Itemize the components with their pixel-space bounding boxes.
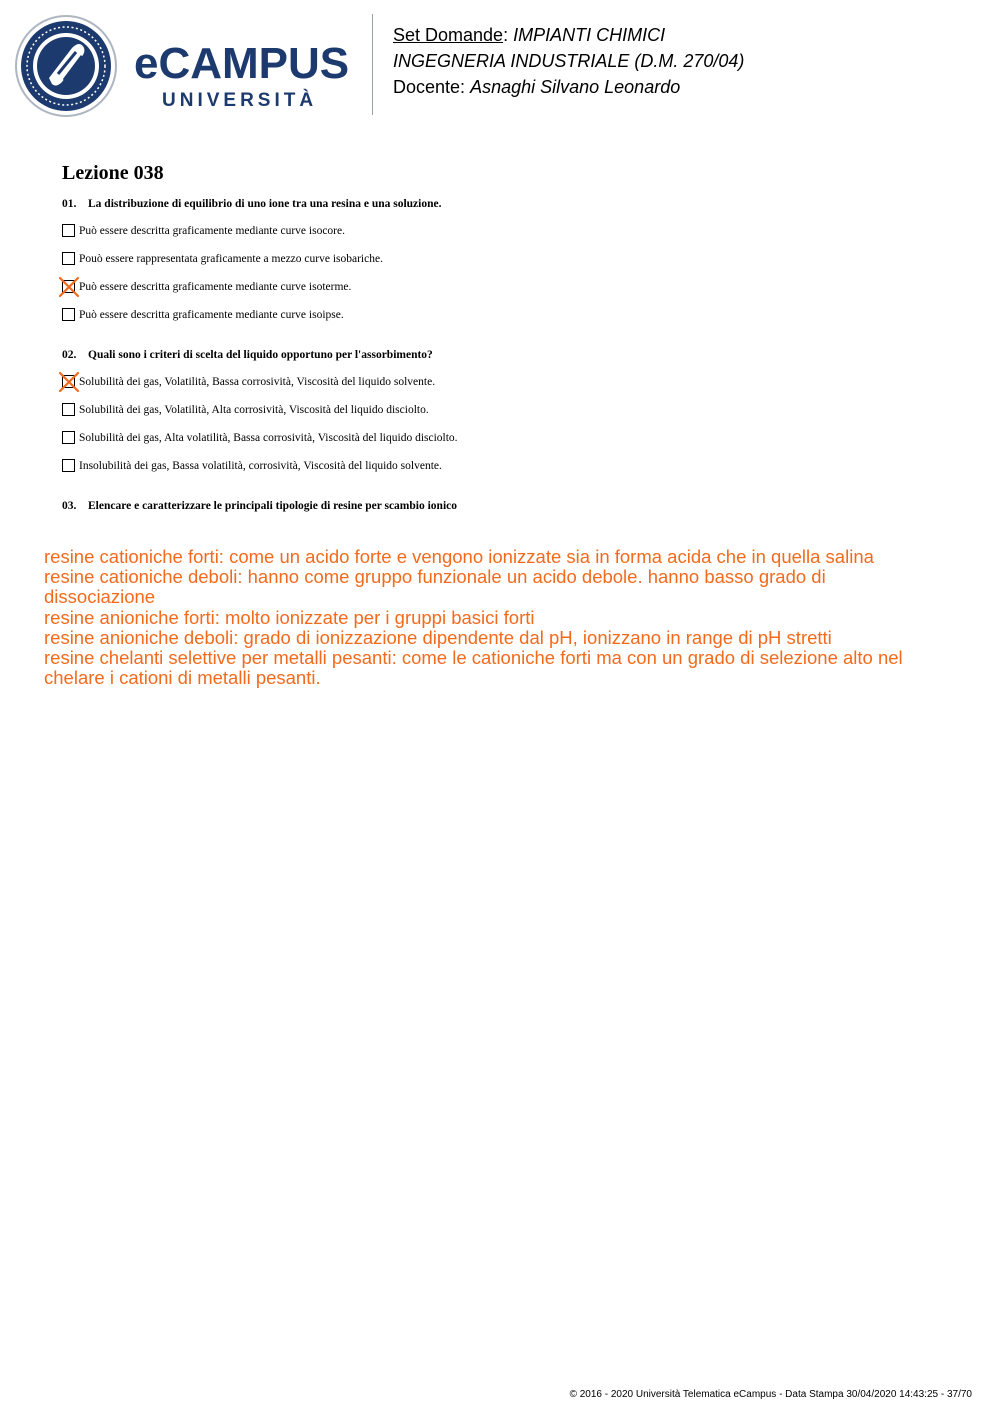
answer-line: resine cationiche forti: come un acido forte e vengono ionizzate sia in forma acida che in quella salina	[44, 546, 874, 567]
option-02-c[interactable]	[62, 431, 458, 444]
question-number: 02.	[62, 349, 77, 361]
teacher-value: Asnaghi Silvano Leonardo	[470, 77, 681, 97]
question-02	[62, 349, 433, 361]
option-02-b[interactable]	[62, 403, 429, 416]
option-01-c[interactable]	[62, 280, 351, 293]
cross-mark-icon	[58, 276, 80, 298]
checkbox[interactable]	[62, 459, 75, 472]
logo-text: eCAMPUS	[134, 39, 350, 88]
set-line: Set Domande: IMPIANTI CHIMICI	[393, 25, 666, 45]
checkbox[interactable]	[62, 431, 75, 444]
option-01-d[interactable]	[62, 308, 344, 321]
answer-line: dissociazione	[44, 586, 156, 608]
question-03	[62, 500, 457, 512]
teacher-line	[393, 74, 744, 100]
checkbox[interactable]	[62, 308, 75, 321]
option-01-a[interactable]	[62, 224, 345, 237]
logo-subtext: UNIVERSITÀ	[162, 90, 318, 111]
question-text: Quali sono i criteri di scelta del liquido opportuno per l'assorbimento?	[88, 349, 433, 361]
option-02-a[interactable]	[62, 375, 435, 388]
page-footer: © 2016 - 2020 Università Telematica eCampus - Data Stampa 30/04/2020 14:43:25 - 37/70	[569, 1389, 972, 1400]
question-number: 01.	[62, 198, 77, 210]
answer-line: chelare i cationi di metalli pesanti.	[44, 667, 321, 689]
answer-line: resine cationiche deboli: hanno come gruppo funzionale un acido debole. hanno basso grado di	[44, 566, 826, 588]
answer-line: resine anioniche deboli: grado di ionizzazione dipendente dal pH, ionizzano in range di pH stretti	[44, 626, 832, 648]
question-text: Elencare e caratterizzare le principali tipologie di resine per scambio ionico	[88, 500, 457, 512]
checkbox[interactable]	[62, 403, 75, 416]
set-value: IMPIANTI CHIMICI	[513, 25, 666, 45]
option-02-d[interactable]	[62, 459, 442, 472]
option-text: Può essere descritta graficamente mediante curve isocore.	[79, 224, 345, 237]
lesson-title: Lezione 038	[62, 162, 164, 184]
option-text: Pouò essere rappresentata graficamente a mezzo curve isobariche.	[79, 252, 383, 265]
question-text: La distribuzione di equilibrio di uno ione tra una resina e una soluzione.	[88, 198, 442, 210]
answer-line: resine chelanti selettive per metalli pesanti: come le cationiche forti ma con un grado di selezione alto nel	[44, 647, 903, 669]
set-label: Set Domande	[393, 25, 504, 45]
option-text: Solubilità dei gas, Alta volatilità, Bassa corrosività, Viscosità del liquido disciolto.	[79, 431, 458, 444]
answer-line: resine anioniche forti: molto ionizzate per i gruppi basici forti	[44, 606, 535, 628]
question-number: 03.	[62, 500, 77, 512]
ecampus-seal-icon	[16, 16, 116, 116]
option-text: Solubilità dei gas, Volatilità, Alta corrosività, Viscosità del liquido disciolto.	[79, 403, 429, 416]
checkbox-checked[interactable]	[62, 375, 75, 388]
ecampus-logo	[14, 14, 354, 118]
checkbox[interactable]	[62, 252, 75, 265]
course-line: INGEGNERIA INDUSTRIALE (D.M. 270/04)	[393, 51, 745, 71]
teacher-label: Docente:	[393, 77, 466, 97]
option-text: Insolubilità dei gas, Bassa volatilità, corrosività, Viscosità del liquido solvente.	[79, 459, 442, 472]
question-01	[62, 198, 441, 210]
open-answer	[44, 547, 994, 688]
option-text: Solubilità dei gas, Volatilità, Bassa corrosività, Viscosità del liquido solvente.	[79, 375, 436, 388]
option-01-b[interactable]	[62, 252, 383, 265]
option-text: Può essere descritta graficamente mediante curve isoterme.	[79, 280, 352, 293]
checkbox[interactable]	[62, 224, 75, 237]
header-divider	[372, 14, 373, 115]
cross-mark-icon	[58, 371, 80, 393]
checkbox-checked[interactable]	[62, 280, 75, 293]
option-text: Può essere descritta graficamente mediante curve isoipse.	[79, 308, 344, 321]
header-info	[393, 22, 744, 100]
